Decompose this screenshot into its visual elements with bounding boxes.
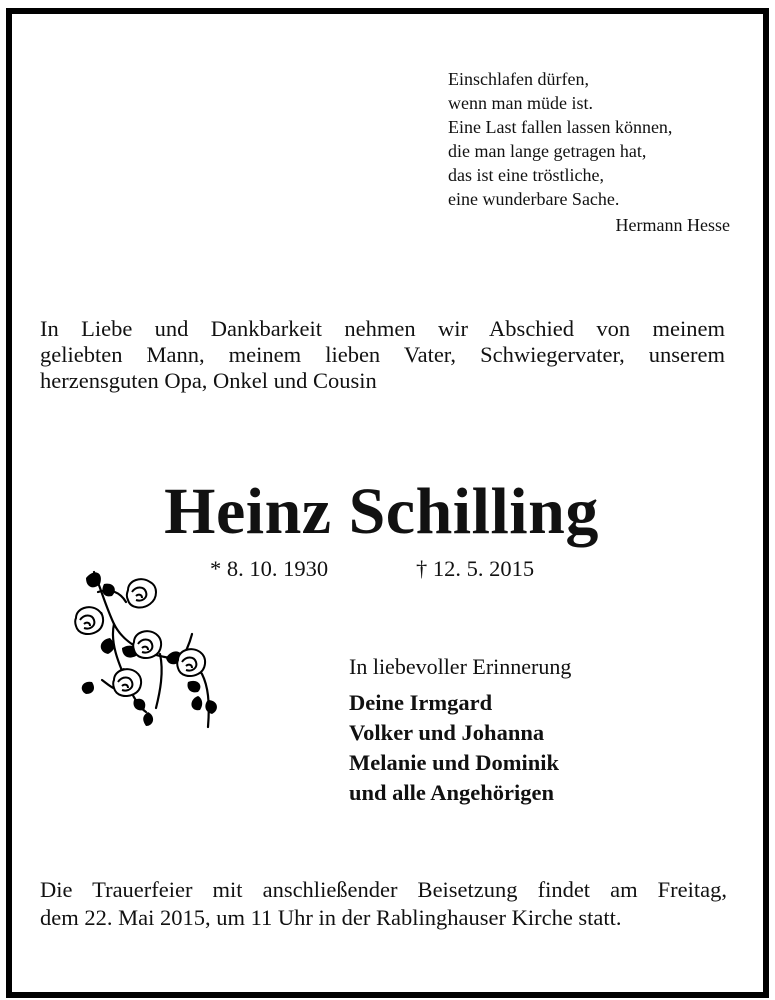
poem-line: das ist eine tröstliche, (448, 165, 604, 185)
roses-illustration (62, 562, 227, 737)
poem-quote (448, 67, 733, 237)
poem-line: die man lange getragen hat, (448, 141, 647, 161)
poem-line: Eine Last fallen lassen können, (448, 117, 673, 137)
intro-text (40, 316, 725, 394)
service-line: Die Trauerfeier mit anschließender Beisetzung findet am Freitag, (40, 877, 727, 902)
poem-line: Einschlafen dürfen, (448, 69, 589, 89)
intro-line: geliebten Mann, meinem lieben Vater, Schwiegervater, unserem (40, 342, 725, 367)
signers-list (349, 688, 559, 808)
poem-author: Hermann Hesse (615, 215, 730, 235)
intro-line: herzensguten Opa, Onkel und Cousin (40, 368, 377, 393)
service-announcement (40, 876, 727, 932)
birth-date: * 8. 10. 1930 (210, 556, 329, 581)
deceased-name: Heinz Schilling (164, 475, 599, 548)
signer: Deine Irmgard (349, 690, 493, 715)
death-date: † 12. 5. 2015 (416, 556, 535, 581)
memory-heading: In liebevoller Erinnerung (349, 654, 572, 679)
signer: Melanie und Dominik (349, 750, 560, 775)
service-line: dem 22. Mai 2015, um 11 Uhr in der Rablinghauser Kirche statt. (40, 905, 622, 930)
poem-line: wenn man müde ist. (448, 93, 593, 113)
signer: und alle Angehörigen (349, 780, 555, 805)
poem-line: eine wunderbare Sache. (448, 189, 620, 209)
intro-line: In Liebe und Dankbarkeit nehmen wir Abschied von meinem (40, 316, 725, 341)
signer: Volker und Johanna (349, 720, 545, 745)
